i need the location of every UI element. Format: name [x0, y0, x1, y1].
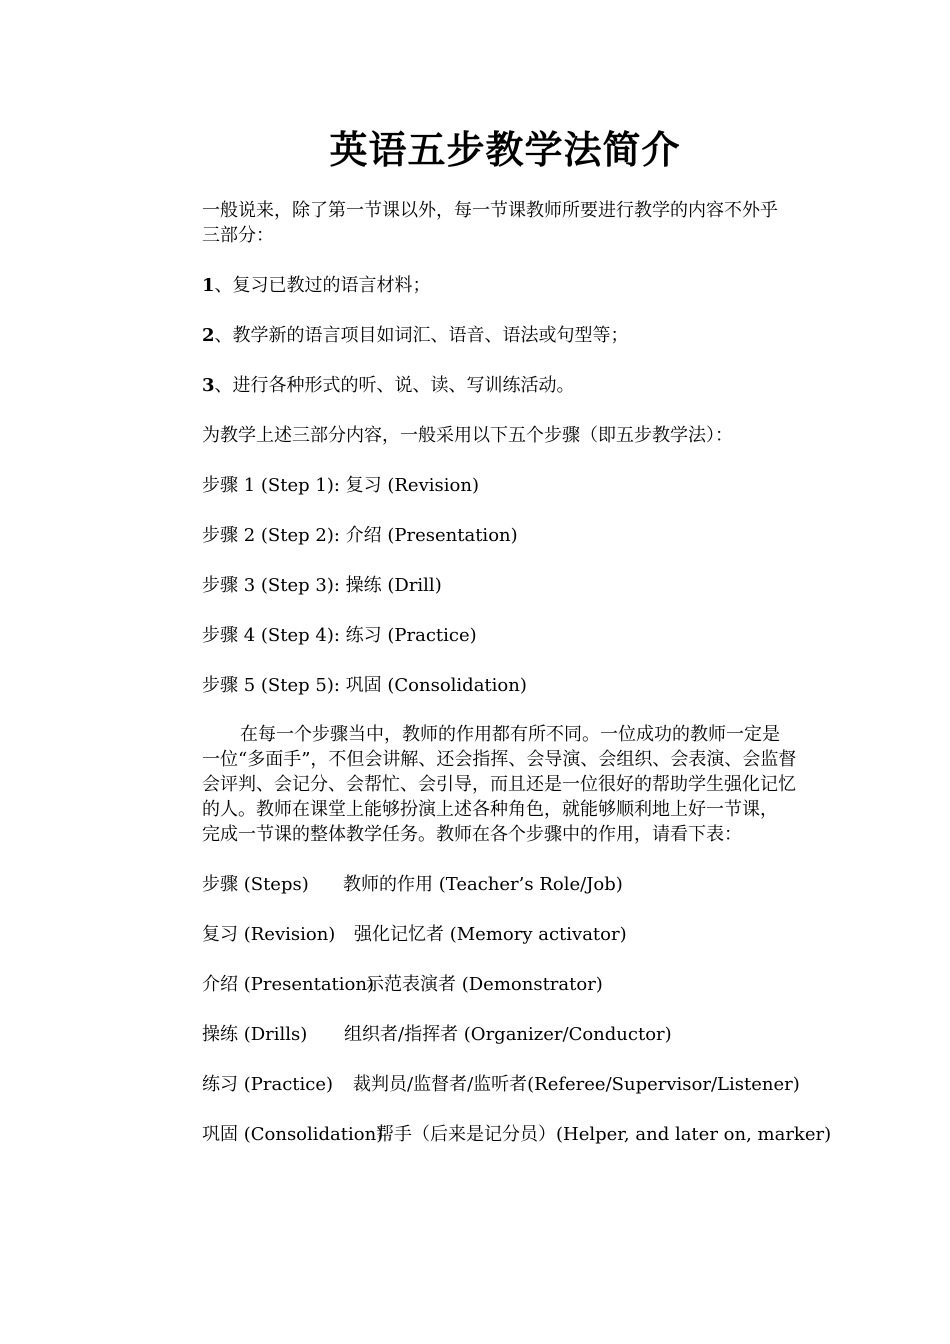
part-text: 、教学新的语言项目如词汇、语音、语法或句型等；: [214, 325, 629, 346]
part-item-1: [202, 273, 812, 298]
table-row: [202, 972, 812, 997]
role-paragraph-line-3: 会评判、会记分、会帮忙、会引导，而且还是一位很好的帮助学生强化记忆: [202, 774, 796, 795]
table-cell-step: 介绍 (Presentation): [202, 974, 375, 995]
part-item-2: [202, 323, 812, 348]
table-header: [202, 872, 812, 897]
table-header-step: 步骤 (Steps): [202, 874, 309, 895]
table-cell-role: 强化记忆者 (Memory activator): [354, 924, 627, 945]
table-cell-step: 巩固 (Consolidation): [202, 1124, 384, 1145]
role-paragraph-line-1: 在每一个步骤当中，教师的作用都有所不同。一位成功的教师一定是: [240, 724, 780, 745]
table-row: [202, 1022, 812, 1047]
role-paragraph-line-4: 的人。教师在课堂上能够扮演上述各种角色，就能够顺利地上好一节课，: [202, 799, 778, 820]
step-item-1: 步骤 1 (Step 1): 复习 (Revision): [202, 475, 479, 496]
intro-line-2: 三部分：: [202, 225, 274, 246]
table-cell-role: 帮手（后来是记分员）(Helper, and later on, marker): [376, 1124, 832, 1145]
step-item-4: 步骤 4 (Step 4): 练习 (Practice): [202, 625, 477, 646]
part-text: 、复习已教过的语言材料；: [214, 275, 431, 296]
role-paragraph-line-5: 完成一节课的整体教学任务。教师在各个步骤中的作用，请看下表：: [202, 824, 742, 845]
table-cell-step: 复习 (Revision): [202, 924, 336, 945]
table-cell-role: 裁判员/监督者/监听者(Referee/Supervisor/Listener): [353, 1074, 800, 1095]
part-number: 3: [202, 375, 215, 396]
table-row: [202, 1072, 812, 1097]
table-row: [202, 1122, 832, 1147]
step-item-5: 步骤 5 (Step 5): 巩固 (Consolidation): [202, 675, 527, 696]
step-item-2: 步骤 2 (Step 2): 介绍 (Presentation): [202, 525, 518, 546]
table-header-role: 教师的作用 (Teacher’s Role/Job): [343, 874, 623, 895]
table-cell-role: 示范表演者 (Demonstrator): [366, 974, 603, 995]
part-text: 、进行各种形式的听、说、读、写训练活动。: [214, 375, 575, 396]
table-cell-step: 操练 (Drills): [202, 1024, 308, 1045]
step-item-3: 步骤 3 (Step 3): 操练 (Drill): [202, 575, 442, 596]
part-number: 1: [202, 275, 215, 296]
table-cell-step: 练习 (Practice): [202, 1074, 334, 1095]
part-number: 2: [202, 325, 215, 346]
table-row: [202, 922, 812, 947]
steps-intro: 为教学上述三部分内容，一般采用以下五个步骤（即五步教学法）：: [202, 425, 733, 446]
table-cell-role: 组织者/指挥者 (Organizer/Conductor): [344, 1024, 672, 1045]
document-title: 英语五步教学法简介: [329, 127, 681, 172]
intro-line-1: 一般说来，除了第一节课以外，每一节课教师所要进行教学的内容不外乎: [202, 200, 778, 221]
part-item-3: [202, 373, 812, 398]
role-paragraph-line-2: 一位“多面手”，不但会讲解、还会指挥、会导演、会组织、会表演、会监督: [202, 749, 797, 770]
